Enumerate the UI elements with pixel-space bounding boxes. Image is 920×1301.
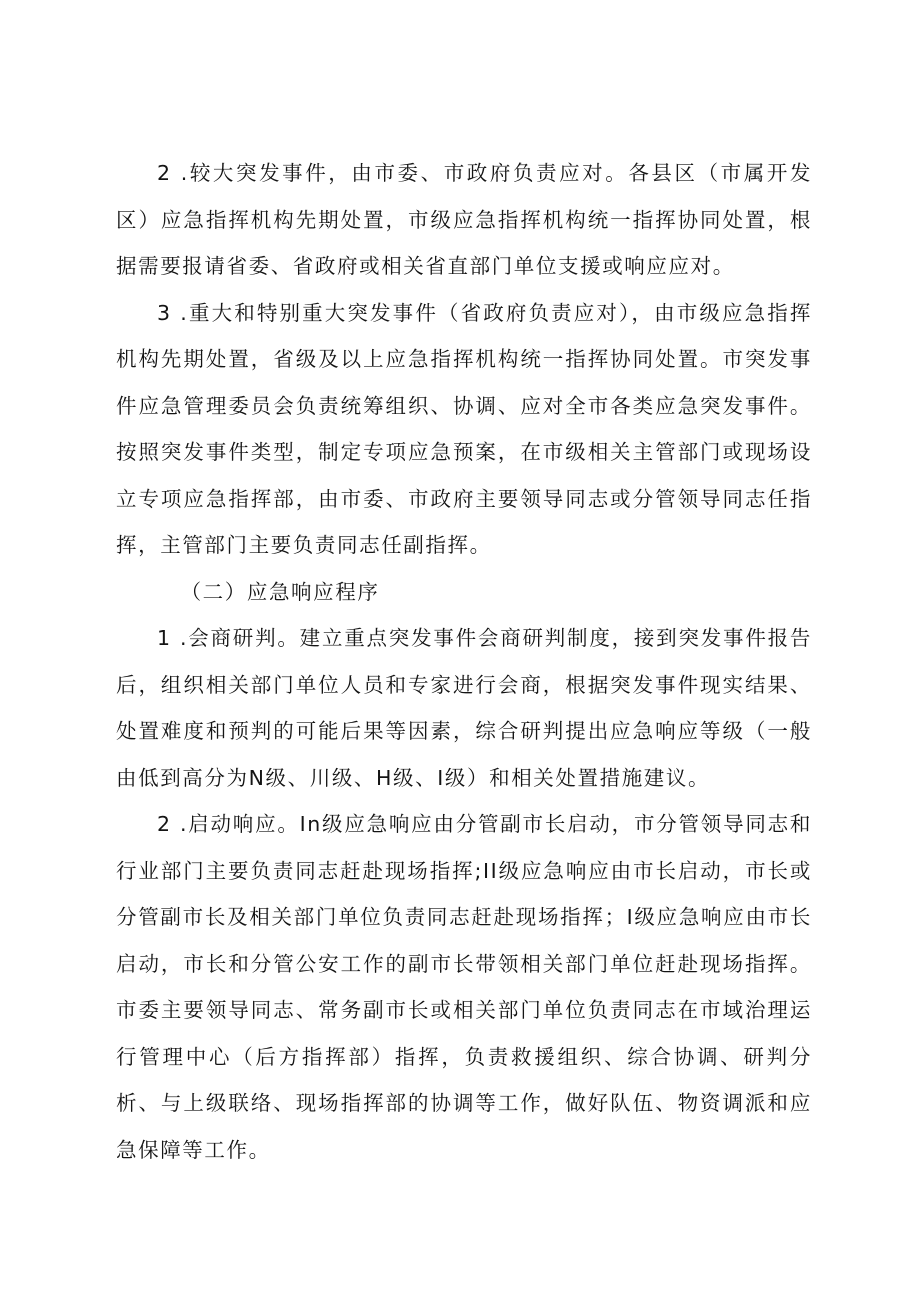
section-heading: （二）应急响应程序	[180, 579, 380, 604]
document-body	[116, 150, 812, 1173]
paragraph-item-2: 2 .较大突发事件，由市委、市政府负责应对。各县区（市属开发区）应急指挥机构先期处置，市级应急指挥机构统一指挥协同处置，根据需要报请省委、省政府或相关省直部门单位支援或响应应对。	[116, 161, 812, 278]
paragraph-item-3: 3 .重大和特别重大突发事件（省政府负责应对），由市级应急指挥机构先期处置，省级及以上应急指挥机构统一指挥协同处置。市突发事件应急管理委员会负责统筹组织、协调、应对全市各类应急突发事件。按照突发事件类型，制定专项应急预案，在市级相关主管部门或现场设立专项应急指挥部，由市委、市政府主要领导同志或分管领导同志任指挥，主管部门主要负责同志任副指挥。	[116, 300, 812, 557]
paragraph-start-response: 2 .启动响应。In级应急响应由分管副市长启动，市分管领导同志和行业部门主要负责同志赶赴现场指挥;II级应急响应由市长启动，市长或分管副市长及相关部门单位负责同志赶赴现场指挥；I级应急响应由市长启动，市长和分管公安工作的副市长带领相关部门单位赶赴现场指挥。市委主要领导同志、常务副市长或相关部门单位负责同志在市域治理运行管理中心（后方指挥部）指挥，负责救援组织、综合协调、研判分析、与上级联络、现场指挥部的协调等工作，做好队伍、物资调派和应急保障等工作。	[116, 812, 812, 1162]
paragraph-consultation: 1 .会商研判。建立重点突发事件会商研判制度，接到突发事件报告后，组织相关部门单位人员和专家进行会商，根据突发事件现实结果、处置难度和预判的可能后果等因素，综合研判提出应急响应等级（一般由低到高分为N级、川级、H级、I级）和相关处置措施建议。	[116, 626, 812, 790]
